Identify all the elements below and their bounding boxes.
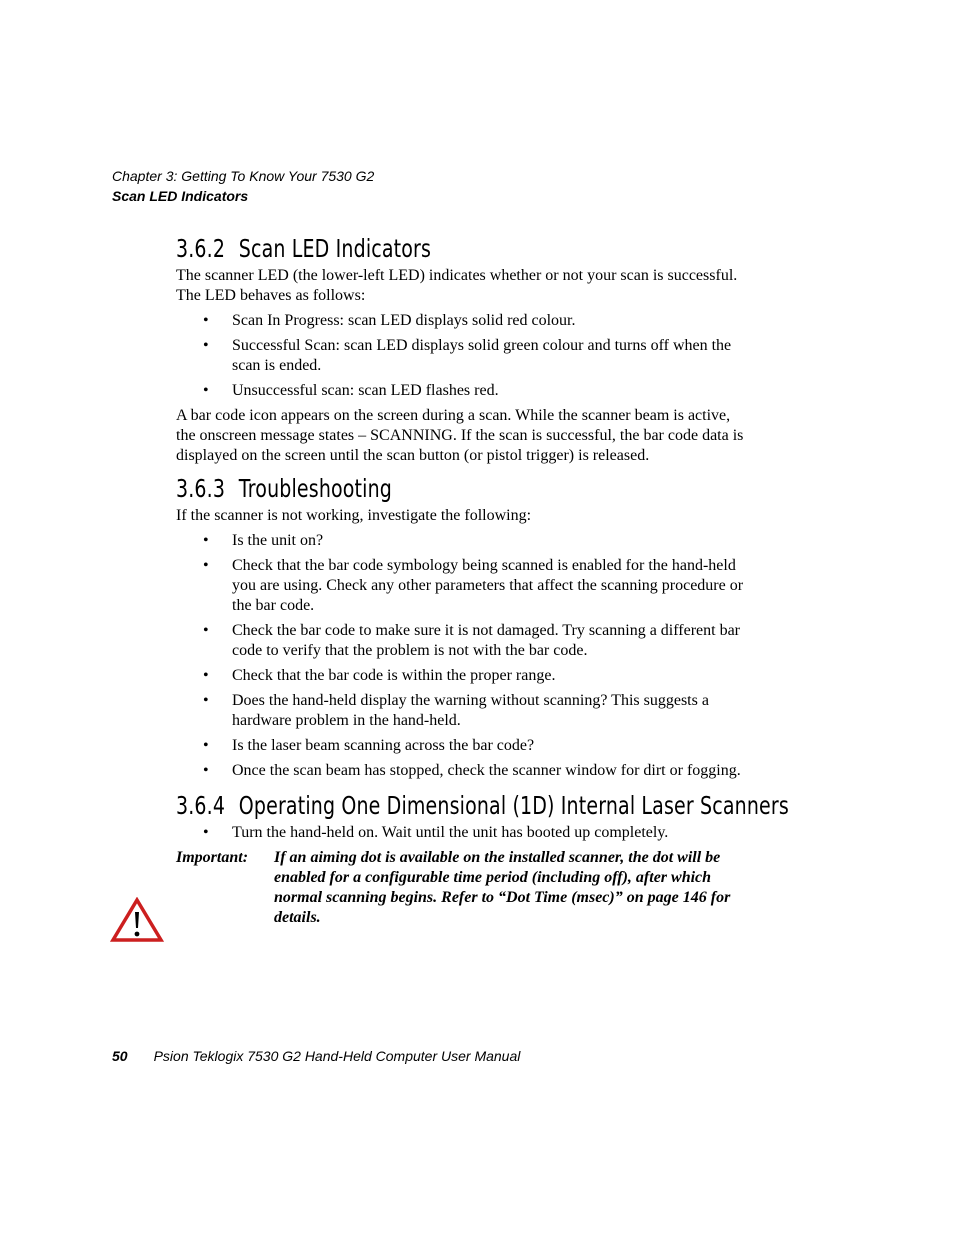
list-item-text: Check the bar code to make sure it is not damaged. Try scanning a different bar code to verify that the problem is not with the bar code. [232, 622, 741, 659]
list-item-text: Check that the bar code symbology being scanned is enabled for the hand-held you are using. Check any other parameters that affect the scanning procedure or the bar code. [232, 557, 744, 614]
page-body [176, 232, 789, 928]
bullet-glyph: • [203, 532, 209, 549]
section-title: Troubleshooting [238, 474, 393, 503]
bullet-list-led [176, 311, 746, 401]
bullet-glyph: • [203, 667, 209, 684]
list-item-text: Once the scan beam has stopped, check the scanner window for dirt or fogging. [232, 762, 741, 779]
bullet-list-laser [176, 823, 746, 843]
section-heading-3-6-3 [176, 472, 609, 506]
bullet-glyph: • [203, 737, 209, 754]
section-number: 3.6.3 [176, 474, 226, 503]
bullet-glyph: • [203, 692, 209, 709]
running-header-chapter: Chapter 3: Getting To Know Your 7530 G2 [112, 168, 375, 184]
section-intro: The scanner LED (the lower-left LED) indicates whether or not your scan is successful. The LED behaves as follows: [176, 267, 738, 304]
section-number: 3.6.4 [176, 791, 226, 820]
list-item-text: Turn the hand-held on. Wait until the unit has booted up completely. [232, 824, 669, 841]
list-item [176, 336, 746, 376]
list-item [176, 621, 746, 661]
bullet-glyph: • [203, 337, 209, 354]
list-item-text: Scan In Progress: scan LED displays solid red colour. [232, 312, 576, 329]
bullet-glyph: • [203, 382, 209, 399]
bullet-glyph: • [203, 762, 209, 779]
list-item-text: Is the unit on? [232, 532, 324, 549]
list-item [176, 531, 746, 551]
important-label: Important: [176, 849, 249, 866]
section-intro: If the scanner is not working, investigate the following: [176, 507, 532, 524]
list-item-text: Successful Scan: scan LED displays solid green colour and turns off when the scan is ended. [232, 337, 732, 374]
footer-title: Psion Teklogix 7530 G2 Hand-Held Computer User Manual [153, 1048, 521, 1064]
section-title: Scan LED Indicators [238, 234, 432, 263]
list-item [176, 556, 746, 616]
list-item [176, 691, 746, 731]
list-item [176, 666, 746, 686]
list-item-text: Check that the bar code is within the proper range. [232, 667, 556, 684]
warning-triangle-icon [110, 897, 164, 943]
list-item [176, 381, 746, 401]
bullet-glyph: • [203, 824, 209, 841]
section-heading-3-6-2 [176, 232, 609, 266]
list-item [176, 736, 746, 756]
list-item [176, 823, 746, 843]
list-item [176, 761, 746, 781]
important-note [176, 848, 746, 928]
important-text: If an aiming dot is available on the installed scanner, the dot will be enabled for a configurable time period (including off), after which normal scanning begins. Refer to “Dot Time (msec)” on page 146 for details. [274, 849, 731, 926]
list-item-text: Does the hand-held display the warning without scanning? This suggests a hardware problem in the hand-held. [232, 692, 709, 729]
section-number: 3.6.2 [176, 234, 226, 263]
section-paragraph: A bar code icon appears on the screen during a scan. While the scanner beam is active, the onscreen message states – SCANNING. If the scan is successful, the bar code data is displayed on the screen until the scan button (or pistol trigger) is released. [176, 407, 744, 464]
page-number: 50 [112, 1048, 128, 1064]
bullet-glyph: • [203, 622, 209, 639]
running-header-section: Scan LED Indicators [112, 188, 249, 204]
page-footer [112, 1048, 520, 1064]
list-item-text: Is the laser beam scanning across the bar code? [232, 737, 535, 754]
list-item-text: Unsuccessful scan: scan LED flashes red. [232, 382, 499, 399]
bullet-glyph: • [203, 312, 209, 329]
section-heading-3-6-4 [176, 789, 789, 823]
section-title: Operating One Dimensional (1D) Internal Laser Scanners [238, 791, 789, 820]
bullet-list-troubleshooting [176, 531, 746, 781]
list-item [176, 311, 746, 331]
bullet-glyph: • [203, 557, 209, 574]
